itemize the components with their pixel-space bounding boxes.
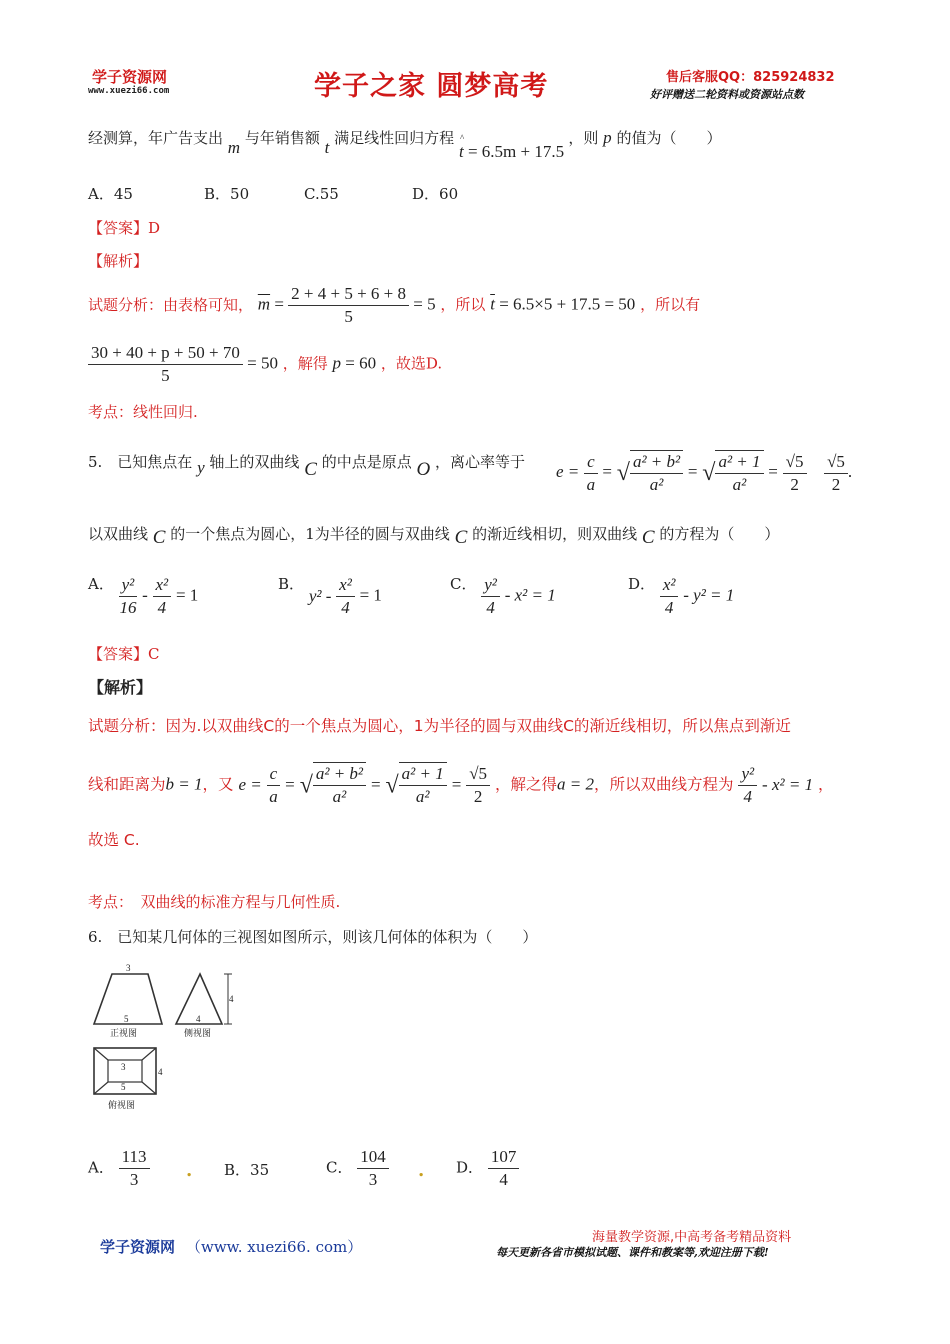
q4-solution-line2: $\frac{30 + 40 + p + 50 + 70}{5}$ = 50 ，解得 p = 60 ，故选D. <box>88 342 442 387</box>
q6-option-c: C． $\frac{104}{3}$ <box>326 1146 389 1191</box>
q6-stem: 6. 已知某几何体的三视图如图所示，则该几何体的体积为（ ） <box>88 928 538 946</box>
q4-solution-line1: 试题分析：由表格可知， $\overline{m}$ = $\frac{2 + 4 + 5 + 6 + 8}{5}$ = 5 ，所以 $\overline{t} = 6.5\times 5 + 17.5 = 50$ ，所以有 <box>88 284 701 326</box>
side-view-base-label: 4 <box>196 1014 201 1024</box>
q4-option-a: A．45 <box>88 185 133 203</box>
front-view-bottom-label: 5 <box>124 1014 129 1024</box>
top-view-bottom-label: 5 <box>121 1082 126 1092</box>
q5-analysis-label: 【解析】 <box>88 678 153 697</box>
header-qq: 售后客服QQ：825924832 <box>666 70 835 85</box>
q5-stem: 5. 已知焦点在 y 轴上的双曲线 C 的中点是原点 O ，离心率等于 <box>88 453 526 480</box>
q6-dot-1: . <box>186 1160 193 1181</box>
q5-solution-line1: 试题分析：因为.以双曲线C的一个焦点为圆心，1为半径的圆与双曲线C的渐近线相切，所以焦点到渐近 <box>88 717 791 735</box>
q5-line2: 以双曲线 C 的一个焦点为圆心，1为半径的圆与双曲线 C 的渐近线相切，则双曲线 C 的方程为（ ） <box>88 525 780 548</box>
q5-option-c: C． $\frac{\text{y²}}{4}$ - x² = 1 <box>450 575 556 617</box>
q5-answer: 【答案】C <box>88 645 160 663</box>
header-note: 好评赠送二轮资料或资源站点数 <box>650 88 804 101</box>
q4-stem: 经测算，年广告支出 m 与年销售额 t 满足线性回归方程 ^ t = 6.5m + 17.5 ，则 p 的值为（ ） <box>88 128 722 161</box>
q5-solution-line2: 线和距离为b = 1，又 e = $\frac{c}{a}$ = √ $\frac{\text{a² + b²}}{\text{a²}}$ = √ $\frac{\text{a² + 1}}{\text{a²}}$ = $\frac{√5}{2}$ ，解之得a = 2，所以双曲线方程为 $\frac{\text{y²}}{4}$ - x² = 1 ， <box>88 763 834 806</box>
header-left-url: www.xuezi66.com <box>88 86 170 96</box>
top-view-top-label: 3 <box>121 1062 126 1072</box>
top-view-caption: 俯视图 <box>108 1101 136 1111</box>
three-view-figure <box>88 960 248 1125</box>
q6-option-a: A． $\frac{113}{3}$ <box>88 1146 150 1191</box>
q5-eccentricity-formula: e = $\frac{c}{a}$ = √ $\frac{\text{a² + b²}}{\text{a²}}$ = √ $\frac{\text{a² + 1}}{\text{a²}}$ = $\frac{√5}{2}$ $\frac{√5}{2}$ . <box>556 451 853 494</box>
footer-left-url[interactable]: （www. xuezi66. com） <box>186 1238 363 1256</box>
q5-kaodian: 考点： 双曲线的标准方程与几何性质. <box>88 893 341 911</box>
footer-right-bottom: 每天更新各省市模拟试题、课件和教案等,欢迎注册下载! <box>496 1246 769 1259</box>
q6-dot-2: . <box>418 1160 425 1181</box>
q5-option-d: D． $\frac{\text{x²}}{4}$ - y² = 1 <box>628 575 735 617</box>
header-left-logo: 学子资源网 <box>92 68 168 86</box>
side-view-height-label: 4 <box>229 994 234 1004</box>
front-view-caption: 正视图 <box>110 1029 138 1039</box>
q5-option-a: A． $\frac{\text{y²}}{16}$ - $\frac{\text{x²}}{4}$ = 1 <box>88 575 199 617</box>
q6-option-b: B．35 <box>224 1161 270 1179</box>
q5-solution-line3: 故选 C. <box>88 831 140 849</box>
q4-kaodian: 考点：线性回归. <box>88 403 198 421</box>
q4-analysis-label: 【解析】 <box>88 252 149 270</box>
footer-left-logo: 学子资源网 <box>100 1238 176 1256</box>
q4-option-d: D．60 <box>412 185 459 203</box>
top-view-side-label: 4 <box>158 1067 163 1077</box>
q4-option-c: C.55 <box>304 185 339 203</box>
q4-option-b: B．50 <box>204 185 250 203</box>
q5-option-b: B． y² - $\frac{\text{x²}}{4}$ = 1 <box>278 575 382 617</box>
header-center-title: 学子之家 圆梦高考 <box>314 71 549 102</box>
q6-option-d: D． $\frac{107}{4}$ <box>456 1146 519 1191</box>
footer-right-top: 海量教学资源,中高考备考精品资料 <box>592 1230 792 1245</box>
front-view-top-label: 3 <box>126 963 131 973</box>
q4-answer: 【答案】D <box>88 219 161 237</box>
side-view-caption: 侧视图 <box>184 1029 212 1039</box>
